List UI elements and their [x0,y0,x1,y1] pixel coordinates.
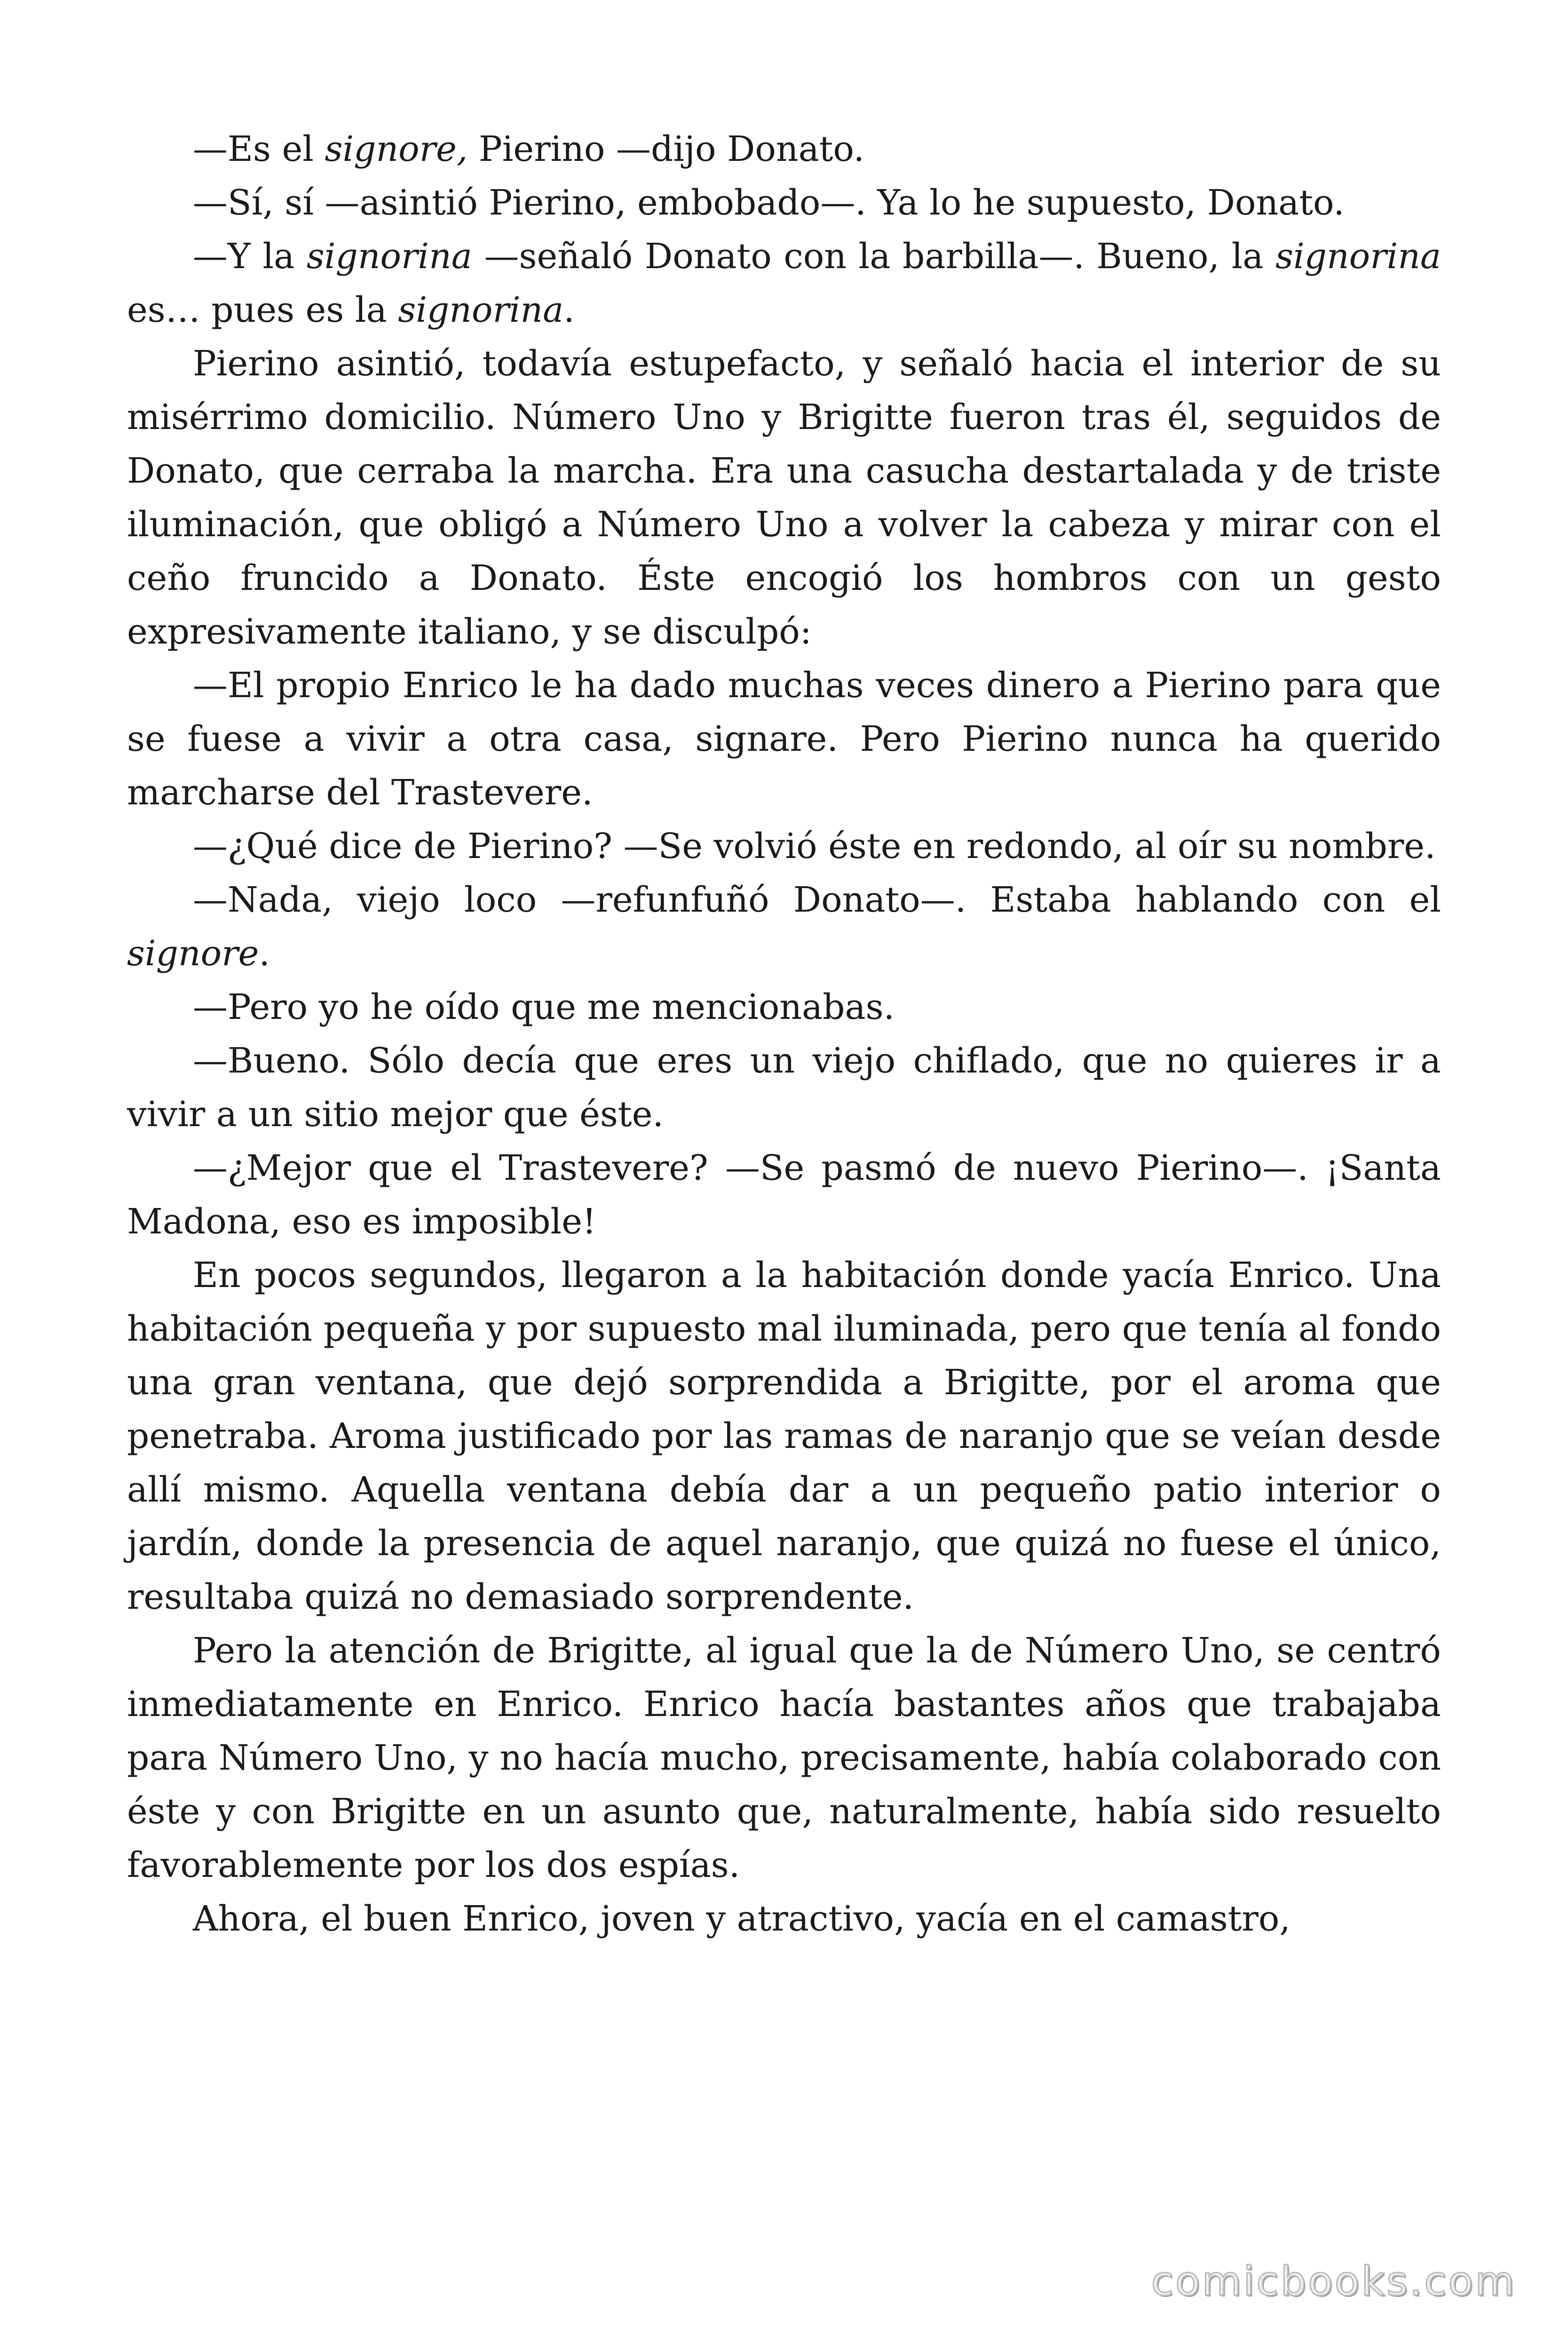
text-run: —¿Qué dice de Pierino? —Se volvió éste en redondo, al oír su nombre. [193,826,1436,866]
paragraph [127,230,1441,337]
text-run: Pierino asintió, todavía estupefacto, y señaló hacia el interior de su misérrimo domicilio. Número Uno y Brigitte fueron tras él, seguidos de Donato, que cerraba la marcha. Era una casucha destartalada y de triste iluminación, que obligó a Número Uno a volver la cabeza y mirar con el ceño fruncido a Donato. Éste encogió los hombros con un gesto expresivamente italiano, y se disculpó: [127,343,1441,652]
paragraph [127,1034,1441,1141]
paragraph [127,659,1441,819]
site-watermark: comicbooks.com [1151,2258,1516,2305]
paragraph [127,1248,1441,1624]
text-run: En pocos segundos, llegaron a la habitación donde yacía Enrico. Una habitación pequeña y por supuesto mal iluminada, pero que tenía al fondo una gran ventana, que dejó sorprendida a Brigitte, por el aroma que penetraba. Aroma justificado por las ramas de naranjo que se veían desde allí mismo. Aquella ventana debía dar a un pequeño patio interior o jardín, donde la presencia de aquel naranjo, que quizá no fuese el único, resultaba quizá no demasiado sorprendente. [127,1255,1441,1617]
paragraph [127,873,1441,980]
text-run: Pierino —dijo Donato. [467,129,865,169]
text-run: —Sí, sí —asintió Pierino, embobado—. Ya lo he supuesto, Donato. [193,183,1345,223]
text-run: —¿Mejor que el Trastevere? —Se pasmó de nuevo Pierino—. ¡Santa Madona, eso es imposible! [127,1148,1441,1242]
paragraph [127,819,1441,873]
text-run: —señaló Donato con la barbilla—. Bueno, la [472,236,1275,277]
text-run: —Nada, viejo loco —refunfuñó Donato—. Estaba hablando con el [193,880,1441,920]
text-run: —Y la [193,236,307,277]
paragraph [127,122,1441,176]
paragraph [127,1141,1441,1248]
italic-run: signore, [325,129,468,169]
italic-run: signorina [306,236,472,277]
paragraph [127,337,1441,659]
text-run: —Bueno. Sólo decía que eres un viejo chiflado, que no quieres ir a vivir a un sitio mejor que éste. [127,1041,1441,1135]
text-run: Ahora, el buen Enrico, joven y atractivo, yacía en el camastro, [193,1899,1291,1939]
text-run: —Es el [193,129,325,169]
text-run: —El propio Enrico le ha dado muchas veces dinero a Pierino para que se fuese a vivir a otra casa, signare. Pero Pierino nunca ha querido marcharse del Trastevere. [127,665,1441,813]
paragraph [127,176,1441,230]
text-run: —Pero yo he oído que me mencionabas. [193,987,895,1027]
text-run: Pero la atención de Brigitte, al igual que la de Número Uno, se centró inmediatamente en Enrico. Enrico hacía bastantes años que trabajaba para Número Uno, y no hacía mucho, precisamente, había colaborado con éste y con Brigitte en un asunto que, naturalmente, había sido resuelto favorablemente por los dos espías. [127,1630,1441,1885]
italic-run: signore [127,933,259,974]
italic-run: signorina [398,290,564,330]
text-run: . [563,290,575,330]
text-run: . [259,933,270,974]
italic-run: signorina [1275,236,1441,277]
paragraph [127,1892,1441,1946]
paragraph [127,1624,1441,1892]
page-body [127,122,1441,1946]
text-run: es… pues es la [127,290,398,330]
paragraph [127,980,1441,1034]
